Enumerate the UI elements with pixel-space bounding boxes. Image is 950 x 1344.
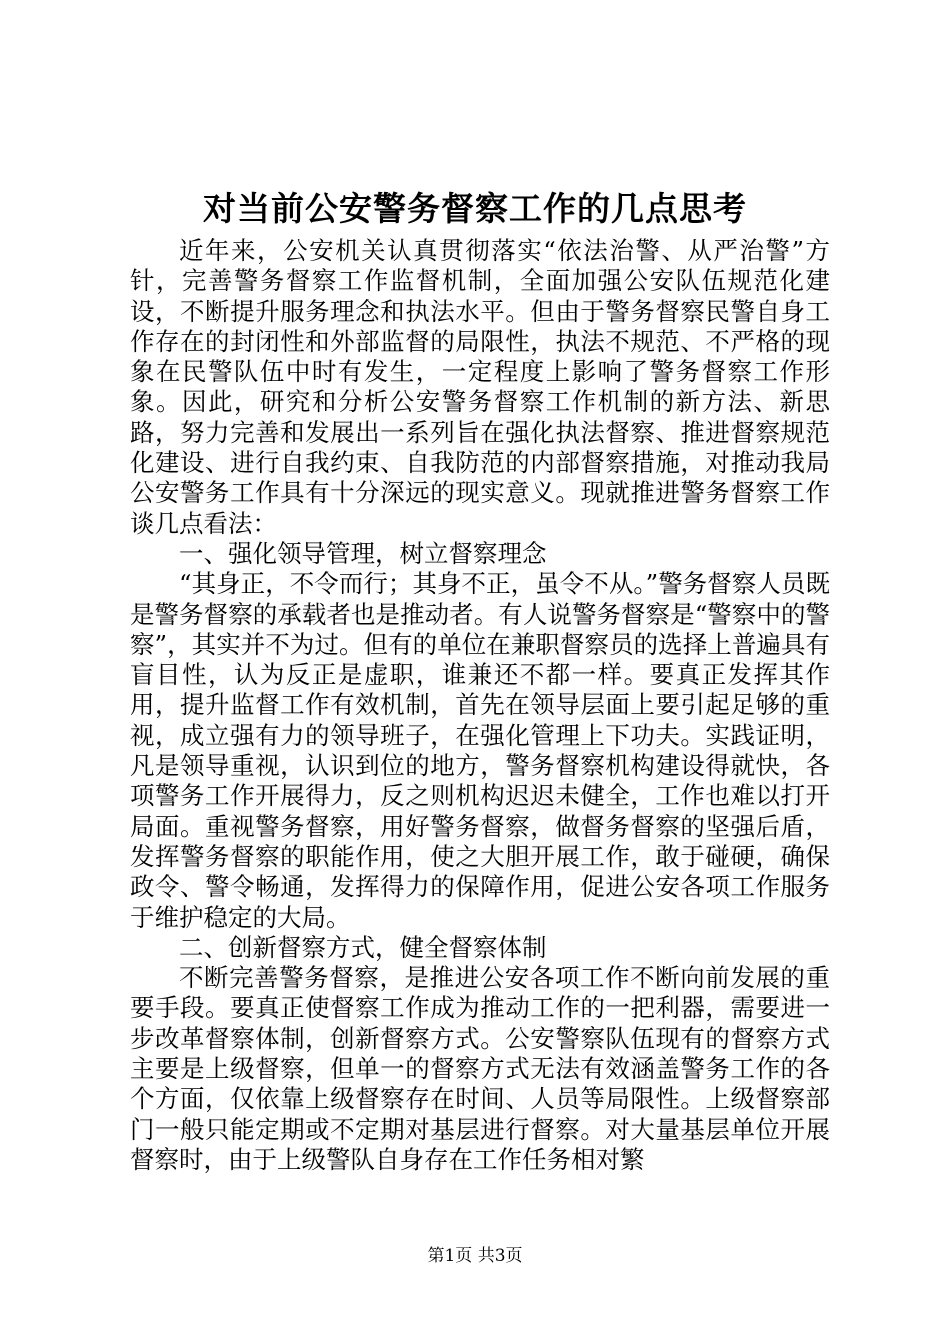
section-heading: 二、创新督察方式，健全督察体制	[179, 932, 547, 962]
document-title: 对当前公安警务督察工作的几点思考	[203, 189, 747, 228]
paragraph: 近年来，公安机关认真贯彻落实“依法治警、从严治警”方针，完善警务督察工作监督机制，全面加强公安队伍规范化建设，不断提升服务理念和执法水平。但由于警务督察民警自身工作存在的封闭性和外部监督的局限性，执法不规范、不严格的现象在民警队伍中时有发生，一定程度上影响了警务督察工作形象。因此，研究和分析公安警务督察工作机制的新方法、新思路，努力完善和发展出一系列旨在强化执法督察、推进督察规范化建设、进行自我约束、自我防范的内部督察措施，对推动我局公安警务工作具有十分深远的现实意义。现就推进警务督察工作谈几点看法：	[130, 236, 830, 538]
section-heading: 一、强化领导管理，树立督察理念	[179, 538, 547, 568]
paragraph: 不断完善警务督察，是推进公安各项工作不断向前发展的重要手段。要真正使督察工作成为推动工作的一把利器，需要进一步改革督察体制，创新督察方式。公安警察队伍现有的督察方式主要是上级督察，但单一的督察方式无法有效涵盖警务工作的各个方面，仅依靠上级督察存在时间、人员等局限性。上级督察部门一般只能定期或不定期对基层进行督察。对大量基层单位开展督察时，由于上级警队自身存在工作任务相对繁	[130, 963, 830, 1174]
document-body	[130, 236, 830, 1175]
page-number-footer: 第1页 共3页	[427, 1246, 523, 1266]
paragraph: “其身正，不令而行；其身不正，虽令不从。”警务督察人员既是警务督察的承载者也是推动者。有人说警务督察是“警察中的警察”，其实并不为过。但有的单位在兼职督察员的选择上普遍具有盲目性，认为反正是虚职，谁兼还不都一样。要真正发挥其作用，提升监督工作有效机制，首先在领导层面上要引起足够的重视，成立强有力的领导班子，在强化管理上下功夫。实践证明，凡是领导重视，认识到位的地方，警务督察机构建设得就快，各项警务工作开展得力，反之则机构迟迟未健全，工作也难以打开局面。重视警务督察，用好警务督察，做督务督察的坚强后盾，发挥警务督察的职能作用，使之大胆开展工作，敢于碰硬，确保政令、警令畅通，发挥得力的保障作用，促进公安各项工作服务于维护稳定的大局。	[130, 569, 830, 932]
